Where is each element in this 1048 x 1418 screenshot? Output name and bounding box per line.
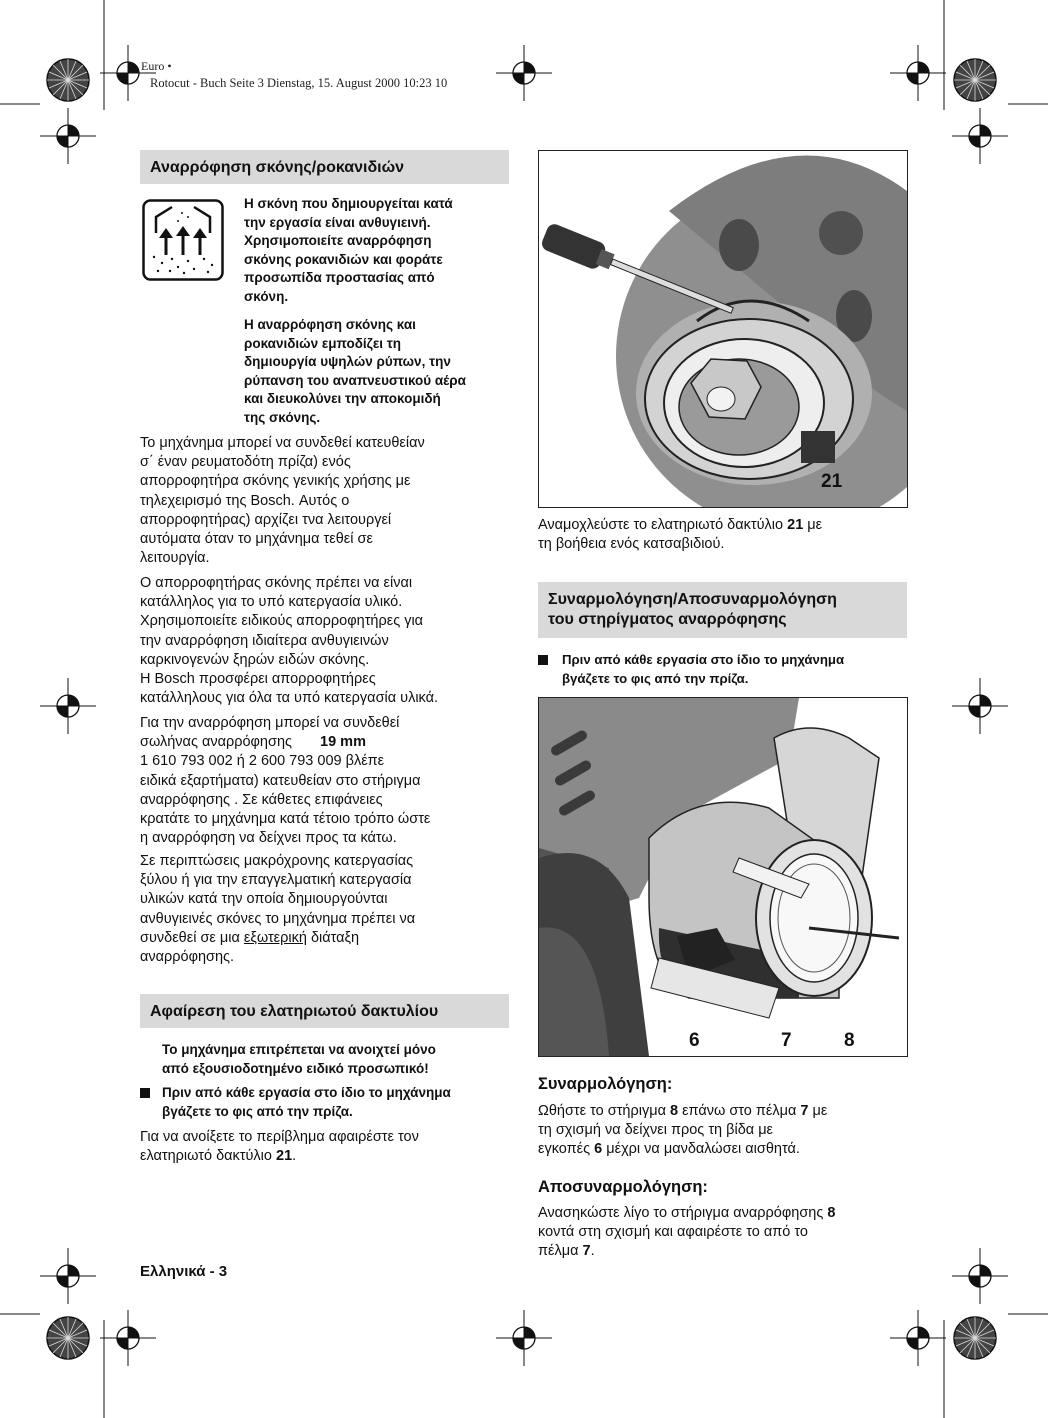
dust-warning-1: Η σκόνη που δημιουργείται κατά την εργασία είναι ανθυγιεινή. Χρησιμοποιείτε αναρρόφηση σκόνης ροκανιδιών και φοράτε προσωπίδα προστασίας από σκόνη. (244, 196, 453, 304)
figure-callout-7: 7 (781, 1030, 792, 1051)
assembly-instructions: Ωθήστε το στήριγμα 8 επάνω στο πέλμα 7 με τη σχισμή να δείχνει προς τη βίδα με εγκοπές 6 μέχρι να μανδαλώσει αισθητά. (538, 1103, 828, 1158)
authorized-personnel-warning: Το μηχάνημα επιτρέπεται να ανοιχτεί μόνο από εξουσιοδοτημένο ειδικό προσωπικό! (162, 1042, 436, 1076)
unplug-warning-left: Πριν από κάθε εργασία στο ίδιο το μηχάνημα βγάζετε το φις από την πρίζα. (140, 1084, 515, 1121)
figure-spring-ring-removal (538, 150, 908, 508)
print-header-line2: Rotocut - Buch Seite 3 Dienstag, 15. August 2000 10:23 10 (150, 76, 448, 90)
paragraph-connection: Το μηχάνημα μπορεί να συνδεθεί κατευθείαν σ΄ έναν ρευματοδότη πρίζα) ενός απορροφητήρα σκόνης γενικής χρήσης με τηλεχειρισμό της Bosch. Αυτός ο απορροφητήρας) αρχίζει τνα λειτουργεί αυτόματα όταν το μηχάνημα τεθεί σε λειτουργία. (140, 435, 425, 567)
paragraph-external-extraction: Σε περιπτώσεις μακρόχρονης κατεργασίας ξύλου ή για την επαγγελματική κατεργασία υλικών κατά την οποία δημιουργούνται ανθυγιεινές σκόνες το μηχάνημα πρέπει να συνδεθεί σε μια εξωτερική διάταξη αναρρόφησης. (140, 853, 416, 966)
figure-callout-6: 6 (689, 1030, 700, 1051)
section-title-dust-extraction: Αναρρόφηση σκόνης/ροκανιδιών (140, 150, 509, 184)
figure-extraction-support (538, 697, 908, 1057)
bullet-square-icon (140, 1088, 150, 1098)
disassembly-heading: Αποσυναρμολόγηση: (538, 1178, 708, 1196)
paragraph-hose: Για την αναρρόφηση μπορεί να συνδεθεί σωλήνας αναρρόφησης 19 mm 1 610 793 002 ή 2 600 793 009 βλέπε ειδικά εξαρτήματα) κατευθείαν στο στήριγμα αναρρόφησης . Σε κάθετες επιφάνειες κρατάτε το μηχάνημα κατά τέτοιο τρόπο ώστε η αναρρόφηση να δείχνει προς τα κάτω. (140, 715, 431, 847)
section-title-spring-ring: Αφαίρεση του ελατηριωτού δακτυλίου (140, 994, 509, 1028)
dust-warning-2: Η αναρρόφηση σκόνης και ροκανιδιών εμποδίζει τη δημιουργία υψηλών ρύπων, την ρύπανση του αναπνευστικού αέρα και διευκολύνει την αποκομιδή της σκόνης. (244, 317, 466, 425)
bullet-square-icon (538, 655, 548, 665)
section-title-extraction-support: Συναρμολόγηση/Αποσυναρμολόγηση του στηρίγματος αναρρόφησης (538, 582, 907, 638)
paragraph-remove-ring: Για να ανοίξετε το περίβλημα αφαιρέστε τον ελατηριωτό δακτύλιο 21. (140, 1129, 419, 1165)
page-footer: Ελληνικά - 3 (140, 1263, 228, 1280)
unplug-warning-right: Πριν από κάθε εργασία στο ίδιο το μηχάνημα βγάζετε το φις από την πρίζα. (538, 651, 913, 688)
dust-extraction-icon (142, 199, 224, 281)
caption-lever-ring: Αναμοχλεύστε το ελατηριωτό δακτύλιο 21 με τη βοήθεια ενός κατσαβιδιού. (538, 517, 823, 553)
disassembly-instructions: Ανασηκώστε λίγο το στήριγμα αναρρόφησης 8 κοντά στη σχισμή και αφαιρέστε το από το πέλμα 7. (538, 1205, 836, 1260)
print-header-line1: Euro • (141, 59, 172, 73)
assembly-heading: Συναρμολόγηση: (538, 1075, 673, 1093)
figure-callout-21: 21 (821, 471, 843, 492)
figure-callout-8: 8 (844, 1030, 855, 1051)
paragraph-suitability: Ο απορροφητήρας σκόνης πρέπει να είναι κατάλληλος για το υπό κατεργασία υλικό. Χρησιμοποιείτε ειδικούς απορροφητήρες για την αναρρόφηση ιδιαίτερα ανθυγιεινών καρκινογενών ξηρών ειδών σκόνης. Η Bosch προσφέρει απορροφητήρες κατάλληλους για όλα τα υπό κατεργασία υλικά. (140, 575, 439, 707)
